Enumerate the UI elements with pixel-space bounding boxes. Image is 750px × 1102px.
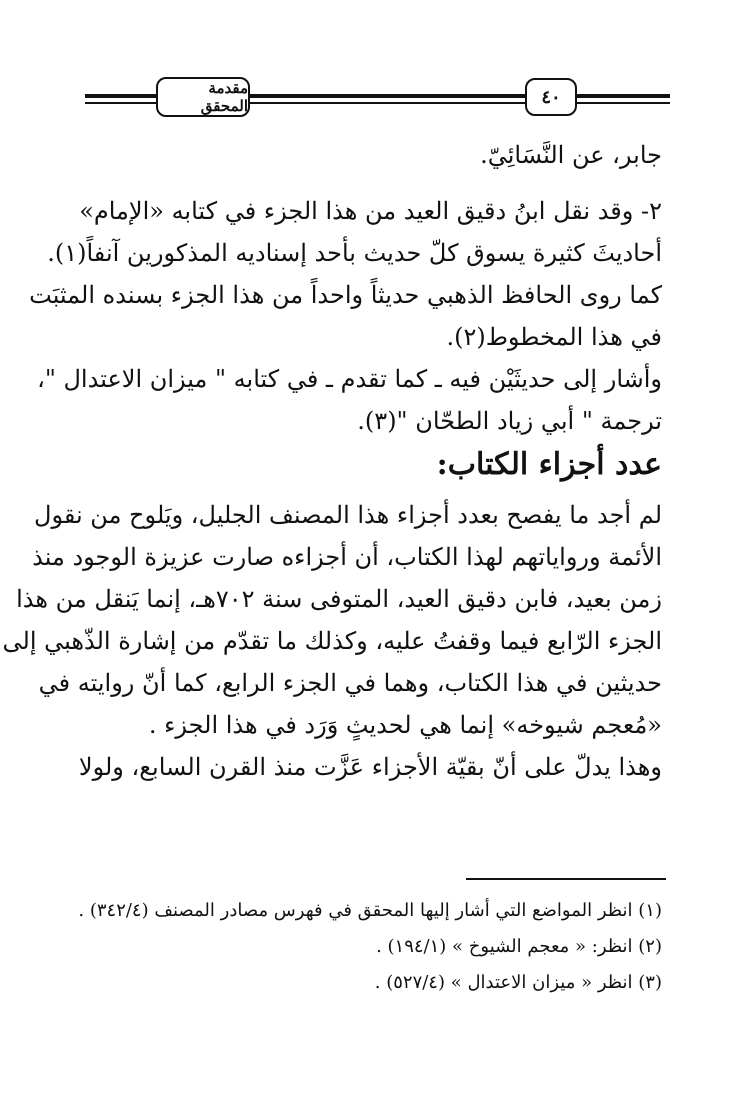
- header-rule-left: [85, 94, 525, 98]
- text-line: جابر، عن النَّسَائِيّ.: [480, 141, 662, 169]
- text-line: في هذا المخطوط(٢).: [446, 323, 662, 351]
- section-label-box: [156, 77, 250, 117]
- footnote: (١) انظر المواضع التي أشار إليها المحقق في فهرس مصادر المصنف (٣٤٢/٤) .: [78, 900, 662, 921]
- text-line: كما روى الحافظ الذهبي حديثاً واحداً من هذا الجزء بسنده المثبَت: [29, 281, 662, 309]
- footnote: (٢) انظر: « معجم الشيوخ » (١٩٤/١) .: [376, 936, 662, 957]
- footnotes: [78, 893, 662, 1001]
- page-number: ٤٠: [541, 86, 561, 108]
- text-line: ترجمة " أبي زياد الطحّان "(٣).: [357, 407, 662, 435]
- paragraph-line: الأئمة ورواياتهم لهذا الكتاب، أن أجزاءه صارت عزيزة الوجود منذ: [32, 543, 662, 571]
- text-line: ٢- وقد نقل ابنُ دقيق العيد من هذا الجزء في كتابه «الإمام»: [79, 197, 662, 225]
- header-rule-left-thin: [85, 102, 525, 104]
- paragraph-line: حديثين في هذا الكتاب، وهما في الجزء الرابع، كما أنّ روايته في: [38, 669, 662, 697]
- text-line: أحاديثَ كثيرة يسوق كلّ حديث بأحد إسناديه المذكورين آنفاً(١).: [47, 239, 662, 267]
- header-rule-middle: [575, 94, 670, 98]
- section-label: مقدمة المحقق: [200, 79, 248, 115]
- footnote: (٣) انظر « ميزان الاعتدال » (٥٢٧/٤) .: [374, 972, 662, 993]
- text-line: وأشار إلى حديثَيْن فيه ـ كما تقدم ـ في كتابه " ميزان الاعتدال "،: [37, 365, 662, 393]
- section-heading: عدد أجزاء الكتاب:: [436, 447, 662, 482]
- paragraph-line: زمن بعيد، فابن دقيق العيد، المتوفى سنة ٧٠٢هـ، إنما يَنقل من هذا: [16, 585, 662, 613]
- paragraph-line: «مُعجم شيوخه» إنما هي لحديثٍ وَرَد في هذا الجزء .: [148, 711, 662, 739]
- paragraph-line: لم أجد ما يفصح بعدد أجزاء هذا المصنف الجليل، ويَلوح من نقول: [34, 501, 662, 529]
- paragraph-line: الجزء الرّابع فيما وقفتُ عليه، وكذلك ما تقدّم من إشارة الذّهبي إلى: [2, 627, 662, 655]
- page-number-box: [525, 78, 577, 116]
- paragraph-line: وهذا يدلّ على أنّ بقيّة الأجزاء عَزَّت منذ القرن السابع، ولولا: [78, 753, 662, 781]
- header-rule-middle-thin: [575, 102, 670, 104]
- footnote-divider: [466, 878, 666, 880]
- main-text: [2, 130, 662, 782]
- page-header: [0, 0, 750, 130]
